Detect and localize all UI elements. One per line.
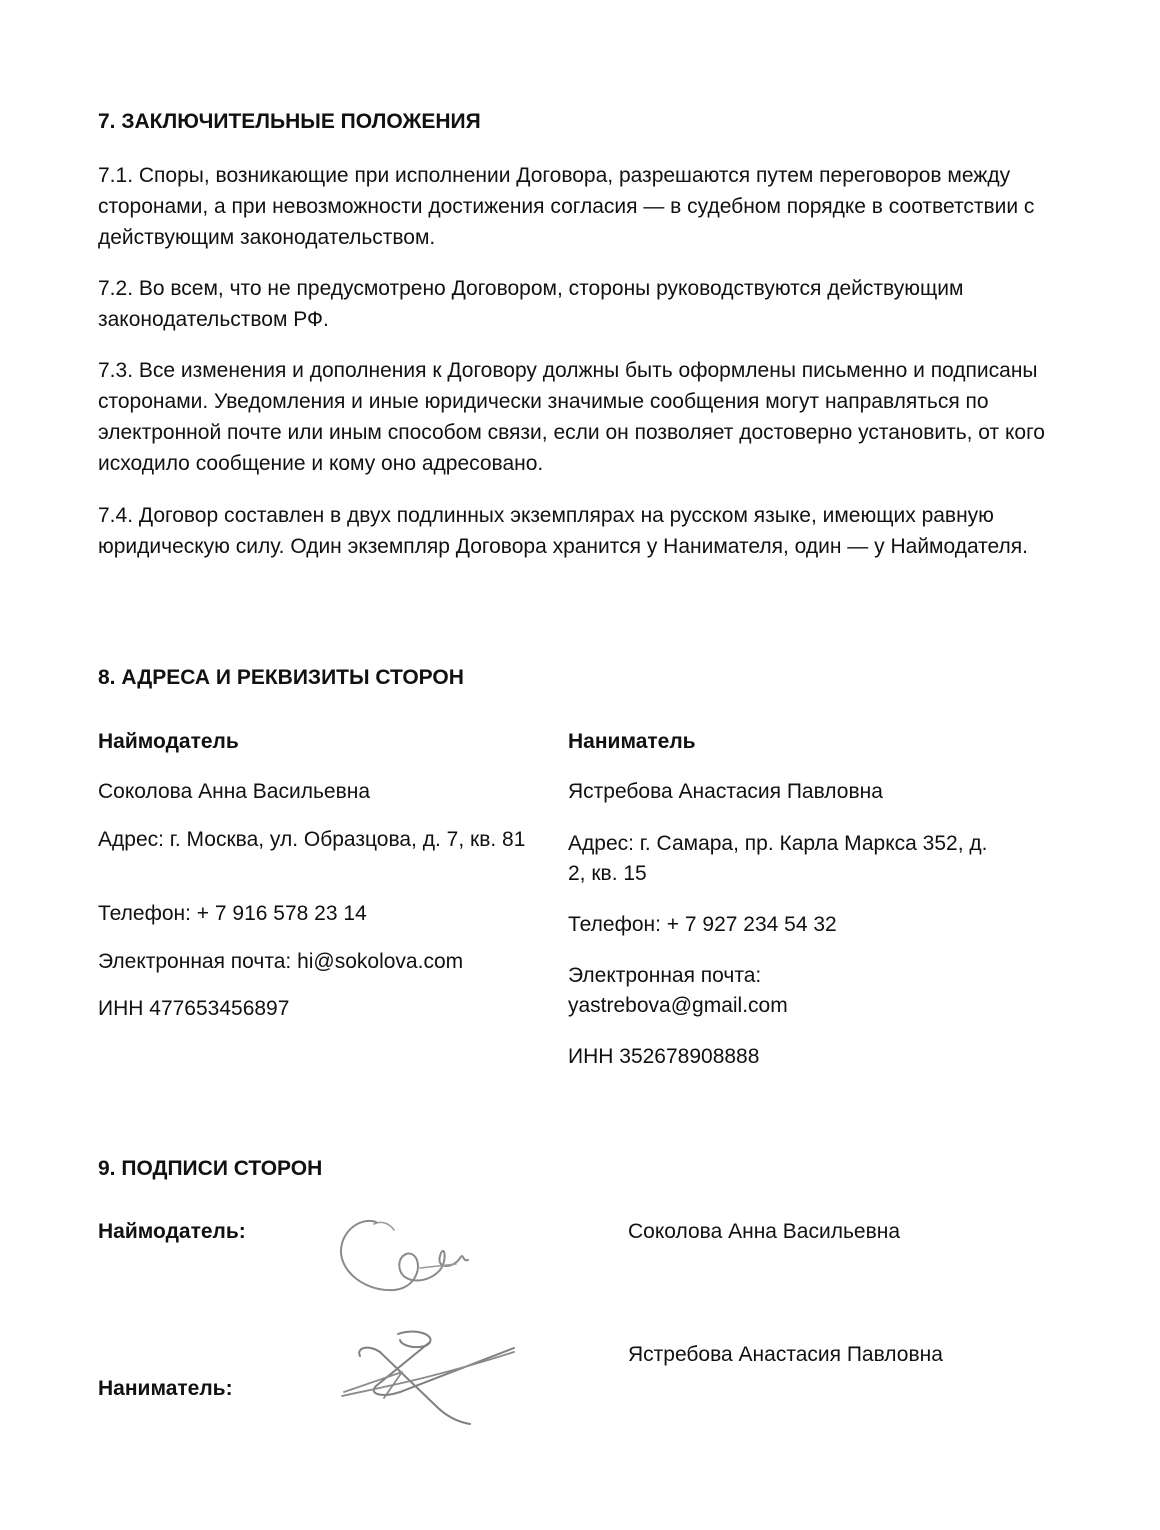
tenant-signature-name: Ястребова Анастасия Павловна [628, 1343, 943, 1366]
section-8-heading: 8. АДРЕСА И РЕКВИЗИТЫ СТОРОН [98, 666, 464, 689]
landlord-address: Адрес: г. Москва, ул. Образцова, д. 7, кв. 81 [98, 828, 526, 851]
clause-7-1: 7.1. Споры, возникающие при исполнении Договора, разрешаются путем переговоров между сторонами, а при невозможности достижения согласия — в судебном порядке в соответствии с действующим законодательством. [98, 164, 1035, 249]
landlord-email: Электронная почта: hi@sokolova.com [98, 950, 464, 973]
tenant-address: Адрес: г. Самара, пр. Карла Маркса 352, д. 2, кв. 15 [568, 832, 988, 885]
landlord-phone: Телефон: + 7 916 578 23 14 [98, 902, 367, 925]
landlord-signature-image [336, 1212, 496, 1306]
tenant-name: Ястребова Анастасия Павловна [568, 780, 883, 803]
tenant-title: Наниматель [568, 730, 696, 753]
section-9-heading: 9. ПОДПИСИ СТОРОН [98, 1157, 323, 1180]
tenant-inn: ИНН 352678908888 [568, 1045, 760, 1068]
clause-7-4: 7.4. Договор составлен в двух подлинных экземплярах на русском языке, имеющих равную юридическую силу. Один экземпляр Договора хранится у Нанимателя, один — у Наймодателя. [98, 504, 1028, 558]
landlord-signature-name: Соколова Анна Васильевна [628, 1220, 901, 1243]
clause-7-2: 7.2. Во всем, что не предусмотрено Договором, стороны руководствуются действующим законодательством РФ. [98, 277, 964, 331]
tenant-email: Электронная почта: yastrebova@gmail.com [568, 964, 788, 1017]
tenant-phone: Телефон: + 7 927 234 54 32 [568, 913, 837, 936]
landlord-signature-label: Наймодатель: [98, 1220, 246, 1243]
section-7-heading: 7. ЗАКЛЮЧИТЕЛЬНЫЕ ПОЛОЖЕНИЯ [98, 110, 481, 133]
tenant-signature-image [338, 1326, 518, 1430]
landlord-name: Соколова Анна Васильевна [98, 780, 371, 803]
landlord-inn: ИНН 477653456897 [98, 997, 290, 1020]
tenant-signature-label: Наниматель: [98, 1377, 233, 1400]
landlord-title: Наймодатель [98, 730, 239, 753]
clause-7-3: 7.3. Все изменения и дополнения к Договору должны быть оформлены письменно и подписаны сторонами. Уведомления и иные юридически значимые сообщения могут направляться по электронной почте или иным способом связи, если он позволяет достоверно установить, от кого исходило сообщение и кому оно адресовано. [98, 359, 1045, 475]
